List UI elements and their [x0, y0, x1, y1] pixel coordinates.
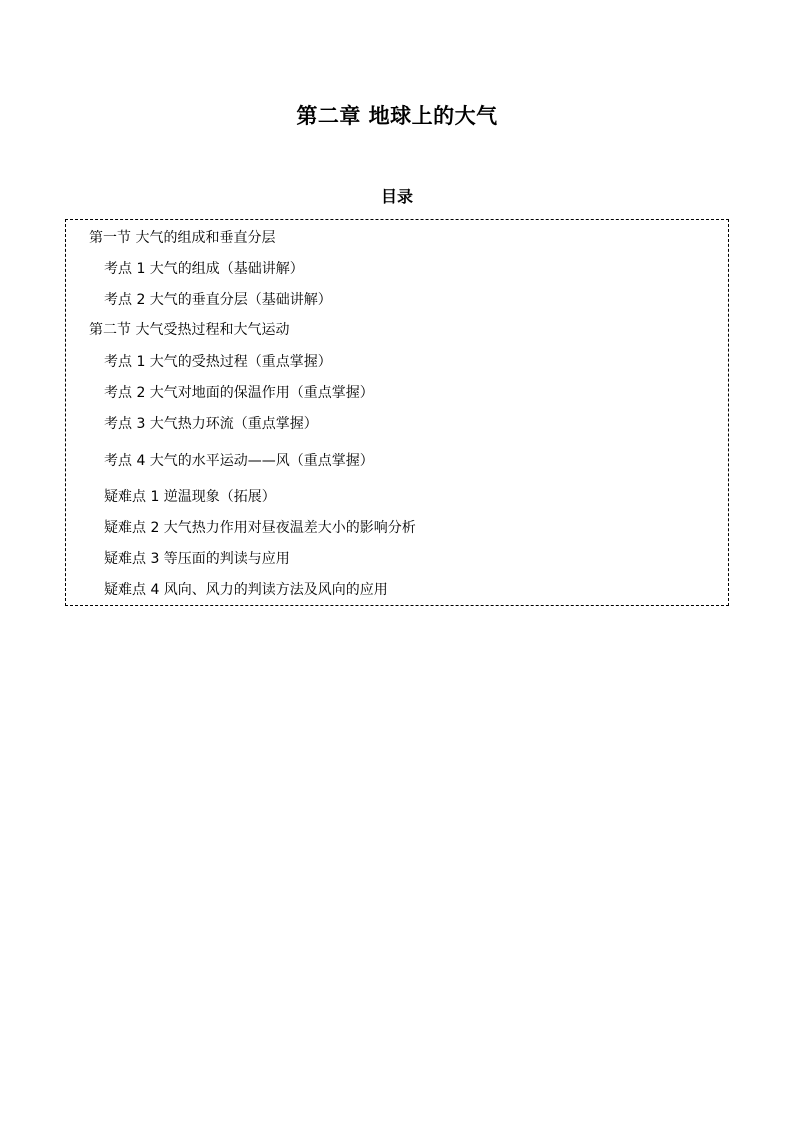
toc-item-s2-point-1[interactable]: 考点 1 大气的受热过程（重点掌握）: [104, 354, 332, 370]
toc-item-difficulty-3[interactable]: 疑难点 3 等压面的判读与应用: [104, 551, 290, 567]
toc-heading: 目录: [380, 187, 413, 206]
toc-item-s2-point-2[interactable]: 考点 2 大气对地面的保温作用（重点掌握）: [104, 385, 374, 401]
toc-item-s2-point-4[interactable]: 考点 4 大气的水平运动——风（重点掌握）: [104, 453, 374, 469]
toc-section-1[interactable]: 第一节 大气的组成和垂直分层: [89, 230, 276, 246]
toc-item-s1-point-2[interactable]: 考点 2 大气的垂直分层（基础讲解）: [104, 292, 332, 308]
toc-item-s1-point-1[interactable]: 考点 1 大气的组成（基础讲解）: [104, 261, 304, 277]
toc-section-2[interactable]: 第二节 大气受热过程和大气运动: [89, 322, 290, 338]
toc-item-difficulty-1[interactable]: 疑难点 1 逆温现象（拓展）: [104, 489, 276, 505]
toc-item-difficulty-4[interactable]: 疑难点 4 风向、风力的判读方法及风向的应用: [104, 582, 388, 598]
toc-item-difficulty-2[interactable]: 疑难点 2 大气热力作用对昼夜温差大小的影响分析: [104, 520, 416, 536]
toc-item-s2-point-3[interactable]: 考点 3 大气热力环流（重点掌握）: [104, 416, 318, 432]
chapter-title: 第二章 地球上的大气: [296, 104, 498, 128]
table-of-contents: [65, 219, 729, 606]
